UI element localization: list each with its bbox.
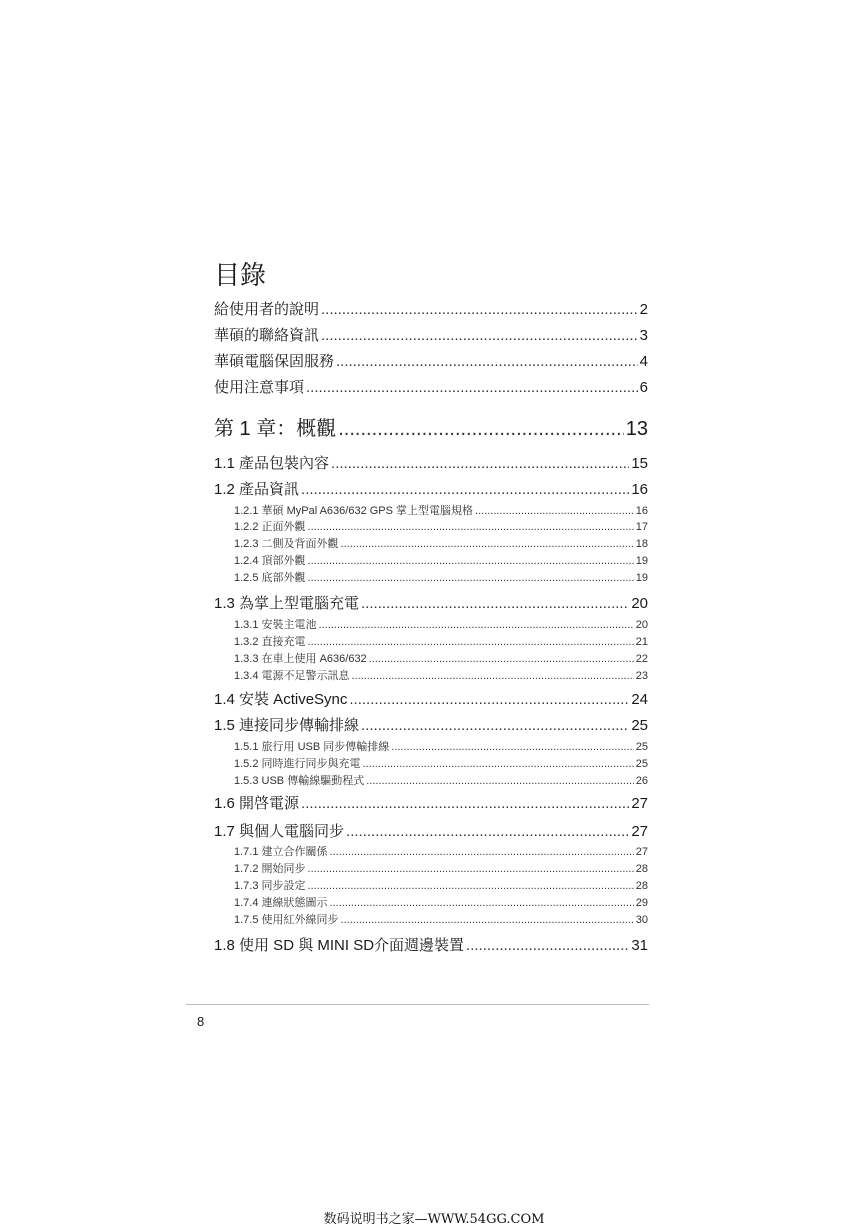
toc-entry-label: 1.8 使用 SD 與 MINI SD介面週邊裝置	[214, 937, 465, 954]
toc-dot-leader	[349, 691, 629, 708]
toc-dot-leader	[346, 823, 629, 840]
toc-entry-label: 1.2.5 底部外觀	[234, 572, 306, 584]
toc-dot-leader	[308, 880, 634, 892]
toc-entry-label: 華碩電腦保固服務	[214, 353, 335, 370]
toc-dot-leader	[330, 897, 634, 909]
toc-dot-leader	[363, 758, 634, 770]
toc-entry[interactable]	[234, 569, 648, 585]
toc-entry-page: 2	[639, 301, 648, 318]
toc-entry[interactable]	[214, 820, 648, 842]
toc-entry-label: 1.3.3 在車上使用 A636/632	[234, 653, 367, 665]
toc-entry-page: 19	[635, 555, 648, 567]
toc-dot-leader	[341, 914, 634, 926]
toc-entry[interactable]	[234, 772, 648, 788]
toc-entry[interactable]	[214, 792, 648, 814]
toc-entry-label: 1.7 與個人電腦同步	[214, 823, 345, 840]
toc-dot-leader	[308, 521, 634, 533]
page-number: 8	[197, 1014, 205, 1029]
toc-entry-label: 1.2 產品資訊	[214, 481, 300, 498]
toc-entry-page: 31	[631, 937, 648, 954]
toc-dot-leader	[321, 301, 638, 318]
toc-entry-page: 17	[635, 521, 648, 533]
toc-dot-leader	[308, 555, 634, 567]
toc-entry-label: 1.2.1 華碩 MyPal A636/632 GPS 掌上型電腦規格	[234, 505, 474, 517]
toc-entry[interactable]	[214, 934, 648, 956]
toc-entry-label: 1.3.1 安裝主電池	[234, 619, 317, 631]
toc-entry[interactable]	[234, 877, 648, 893]
toc-entry[interactable]	[234, 650, 648, 666]
toc-dot-leader	[369, 653, 634, 665]
toc-entry[interactable]	[214, 298, 648, 320]
toc-entry-page: 16	[631, 481, 648, 498]
toc-entry-page: 27	[635, 846, 648, 858]
toc-entry-page: 26	[635, 775, 648, 787]
toc-entry-label: 1.3.4 電源不足警示訊息	[234, 670, 350, 682]
toc-dot-leader	[330, 846, 634, 858]
toc-entry[interactable]	[214, 452, 648, 474]
toc-dot-leader	[331, 455, 629, 472]
toc-entry-page: 20	[631, 595, 648, 612]
toc-entry-page: 22	[635, 653, 648, 665]
toc-dot-leader	[319, 619, 634, 631]
toc-entry[interactable]	[214, 478, 648, 500]
toc-entry-label: 1.2.2 正面外觀	[234, 521, 306, 533]
footer-divider	[186, 1004, 649, 1005]
toc-entry-page: 25	[631, 717, 648, 734]
toc-entry-page: 27	[631, 823, 648, 840]
page-title: 目錄	[214, 260, 267, 291]
toc-entry[interactable]	[214, 376, 648, 398]
toc-dot-leader	[308, 863, 634, 875]
toc-entry-label: 華碩的聯絡資訊	[214, 327, 320, 344]
toc-entry-label: 第 1 章：概觀	[214, 418, 337, 440]
toc-entry-label: 1.7.5 使用紅外線同步	[234, 914, 339, 926]
toc-entry[interactable]	[234, 552, 648, 568]
toc-entry-label: 1.2.4 頂部外觀	[234, 555, 306, 567]
toc-dot-leader	[301, 795, 629, 812]
toc-entry-page: 21	[635, 636, 648, 648]
toc-dot-leader	[366, 775, 634, 787]
toc-entry-page: 20	[635, 619, 648, 631]
toc-entry-label: 1.5.2 同時進行同步與充電	[234, 758, 361, 770]
toc-entry-label: 使用注意事項	[214, 379, 305, 396]
toc-entry-page: 28	[635, 863, 648, 875]
toc-entry-label: 1.3 為掌上型電腦充電	[214, 595, 360, 612]
toc-entry[interactable]	[214, 412, 648, 440]
toc-entry-label: 1.7.1 建立合作關係	[234, 846, 328, 858]
toc-entry-page: 19	[635, 572, 648, 584]
toc-entry[interactable]	[214, 324, 648, 346]
toc-dot-leader	[341, 538, 634, 550]
toc-entry[interactable]	[234, 502, 648, 518]
toc-entry[interactable]	[234, 843, 648, 859]
toc-entry[interactable]	[234, 738, 648, 754]
toc-entry[interactable]	[214, 714, 648, 736]
toc-entry-page: 16	[635, 505, 648, 517]
toc-dot-leader	[308, 636, 634, 648]
toc-entry-label: 1.7.2 開始同步	[234, 863, 306, 875]
toc-entry-label: 1.6 開啓電源	[214, 795, 300, 812]
toc-dot-leader	[361, 595, 629, 612]
toc-entry[interactable]	[234, 894, 648, 910]
toc-entry-page: 29	[635, 897, 648, 909]
toc-entry[interactable]	[234, 911, 648, 927]
toc-entry[interactable]	[234, 518, 648, 534]
toc-entry[interactable]	[234, 755, 648, 771]
toc-entry-label: 1.1 產品包裝內容	[214, 455, 330, 472]
toc-entry-label: 給使用者的說明	[214, 301, 320, 318]
toc-entry-label: 1.5.3 USB 傳輸線驅動程式	[234, 775, 365, 787]
toc-entry-label: 1.3.2 直接充電	[234, 636, 306, 648]
toc-entry-label: 1.7.3 同步設定	[234, 880, 306, 892]
toc-entry-label: 1.4 安裝 ActiveSync	[214, 691, 348, 708]
toc-entry-label: 1.2.3 二側及背面外觀	[234, 538, 339, 550]
toc-dot-leader	[338, 418, 624, 441]
toc-entry-label: 1.5.1 旅行用 USB 同步傳輸排線	[234, 741, 390, 753]
toc-entry[interactable]	[234, 535, 648, 551]
toc-entry-page: 25	[635, 758, 648, 770]
toc-entry-page: 24	[631, 691, 648, 708]
toc-entry-label: 1.5 連接同步傳輸排線	[214, 717, 360, 734]
toc-dot-leader	[301, 481, 629, 498]
toc-dot-leader	[466, 937, 629, 954]
toc-entry-page: 25	[635, 741, 648, 753]
toc-dot-leader	[361, 717, 629, 734]
toc-entry[interactable]	[234, 860, 648, 876]
toc-entry-page: 6	[639, 379, 648, 396]
toc-dot-leader	[475, 505, 634, 517]
toc-entry-page: 3	[639, 327, 648, 344]
toc-entry-page: 27	[631, 795, 648, 812]
toc-dot-leader	[336, 353, 638, 370]
toc-entry-page: 13	[625, 418, 648, 440]
toc-entry-page: 18	[635, 538, 648, 550]
toc-dot-leader	[306, 379, 638, 396]
toc-entry-page: 15	[631, 455, 648, 472]
toc-entry-page: 30	[635, 914, 648, 926]
toc-entry[interactable]	[214, 350, 648, 372]
toc-dot-leader	[391, 741, 633, 753]
toc-entry-page: 28	[635, 880, 648, 892]
toc-entry[interactable]	[234, 616, 648, 632]
toc-dot-leader	[352, 670, 634, 682]
toc-entry[interactable]	[234, 667, 648, 683]
toc-entry[interactable]	[214, 592, 648, 614]
toc-entry[interactable]	[214, 688, 648, 710]
toc-dot-leader	[308, 572, 634, 584]
watermark-footer: 数码说明书之家—WWW.54GG.COM	[323, 1212, 545, 1227]
toc-entry-page: 4	[639, 353, 648, 370]
toc-entry-label: 1.7.4 連線狀態圖示	[234, 897, 328, 909]
toc-dot-leader	[321, 327, 638, 344]
toc-entry[interactable]	[234, 633, 648, 649]
toc-entry-page: 23	[635, 670, 648, 682]
